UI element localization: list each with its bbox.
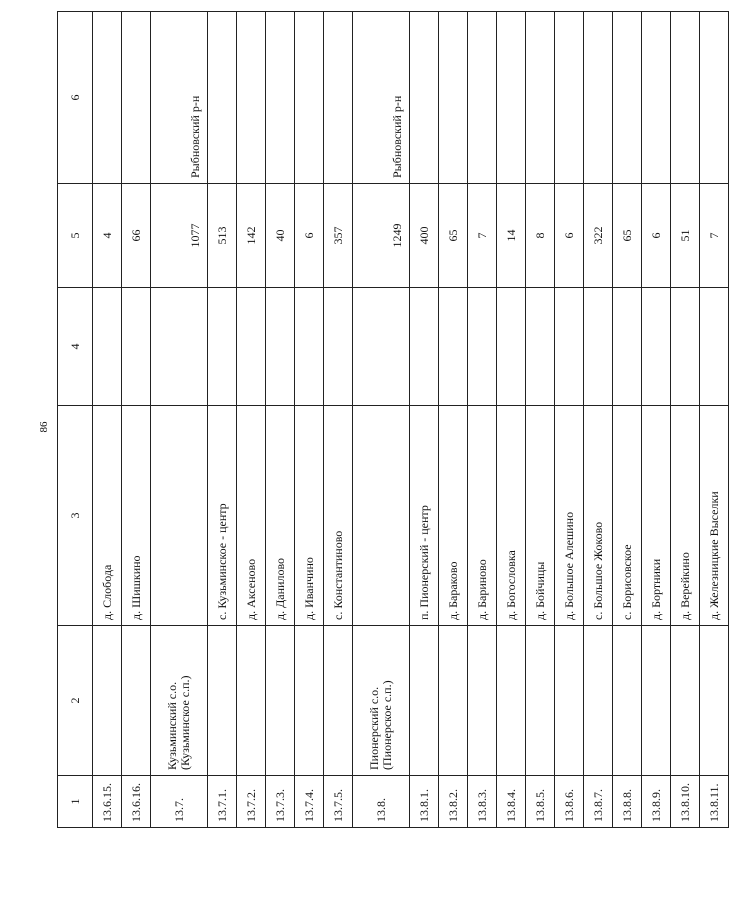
- table-cell-c1: 13.7.5.: [324, 776, 353, 828]
- table-cell-c1: 13.8.5.: [526, 776, 555, 828]
- table-row: [468, 12, 497, 828]
- header-cell: 3: [58, 406, 93, 626]
- table-cell-c1: 13.8.1.: [410, 776, 439, 828]
- table-cell-c3: [353, 406, 410, 626]
- table-row: [151, 12, 208, 828]
- table-cell-c1: 13.6.16.: [122, 776, 151, 828]
- table-cell-c4: [497, 288, 526, 406]
- table-cell-c6: [295, 12, 324, 184]
- header-cell: 4: [58, 288, 93, 406]
- table-cell-c2: Пионерский с.о. (Пионерское с.п.): [353, 626, 410, 776]
- table-cell-c2: [642, 626, 671, 776]
- table-cell-c4: [151, 288, 208, 406]
- table-cell-c4: [555, 288, 584, 406]
- table-cell-c6: [584, 12, 613, 184]
- table-cell-c5: 513: [208, 184, 237, 288]
- table-cell-c4: [700, 288, 729, 406]
- table-cell-c1: 13.7.4.: [295, 776, 324, 828]
- table-cell-c3: д. Слобода: [93, 406, 122, 626]
- table-cell-c4: [410, 288, 439, 406]
- table-cell-c6: [468, 12, 497, 184]
- table-cell-c6: [497, 12, 526, 184]
- table-cell-c5: 65: [439, 184, 468, 288]
- table-cell-c1: 13.7.1.: [208, 776, 237, 828]
- table-row: [410, 12, 439, 828]
- table-cell-c6: Рыбновский р-н: [353, 12, 410, 184]
- table-cell-c5: 4: [93, 184, 122, 288]
- table-row: [497, 12, 526, 828]
- table-row: [266, 12, 295, 828]
- table-cell-c6: [93, 12, 122, 184]
- table-row: [700, 12, 729, 828]
- table-cell-c2: [410, 626, 439, 776]
- table-cell-c1: 13.8.9.: [642, 776, 671, 828]
- table-cell-c4: [526, 288, 555, 406]
- table-cell-c6: [439, 12, 468, 184]
- table-row: [353, 12, 410, 828]
- header-cell: 1: [58, 776, 93, 828]
- table-cell-c4: [439, 288, 468, 406]
- table-row: [642, 12, 671, 828]
- table-cell-c5: 65: [613, 184, 642, 288]
- page-number: 86: [38, 421, 50, 433]
- table-row: [208, 12, 237, 828]
- table-cell-c5: 66: [122, 184, 151, 288]
- table-row: [295, 12, 324, 828]
- table-row: [122, 12, 151, 828]
- settlements-table: [57, 11, 729, 828]
- table-cell-c3: д. Шишкино: [122, 406, 151, 626]
- table-cell-c3: д. Бортники: [642, 406, 671, 626]
- table-cell-c1: 13.8.11.: [700, 776, 729, 828]
- table-cell-c3: с. Кузьминское - центр: [208, 406, 237, 626]
- table-cell-c1: 13.8.6.: [555, 776, 584, 828]
- table-cell-c2: [700, 626, 729, 776]
- table-cell-c1: 13.7.2.: [237, 776, 266, 828]
- table-cell-c4: [122, 288, 151, 406]
- table-cell-c2: [468, 626, 497, 776]
- table-cell-c3: д. Железницкие Выселки: [700, 406, 729, 626]
- table-cell-c4: [613, 288, 642, 406]
- table-cell-c6: [642, 12, 671, 184]
- table-cell-c2: [208, 626, 237, 776]
- table-cell-c6: [613, 12, 642, 184]
- table-cell-c4: [584, 288, 613, 406]
- rotated-table-container: [57, 12, 721, 828]
- table-cell-c5: 8: [526, 184, 555, 288]
- table-cell-c6: [324, 12, 353, 184]
- table-cell-c3: д. Аксеново: [237, 406, 266, 626]
- table-cell-c3: с. Большое Жоково: [584, 406, 613, 626]
- table-cell-c4: [353, 288, 410, 406]
- table-cell-c1: 13.8.2.: [439, 776, 468, 828]
- table-cell-c3: д. Верейкино: [671, 406, 700, 626]
- header-row: [58, 12, 93, 828]
- table-row: [555, 12, 584, 828]
- table-row: [671, 12, 700, 828]
- table-cell-c6: [266, 12, 295, 184]
- table-cell-c5: 6: [642, 184, 671, 288]
- table-cell-c2: [526, 626, 555, 776]
- table-row: [237, 12, 266, 828]
- table-cell-c6: [671, 12, 700, 184]
- table-cell-c2: [671, 626, 700, 776]
- table-cell-c6: [237, 12, 266, 184]
- table-cell-c1: 13.7.3.: [266, 776, 295, 828]
- table-row: [584, 12, 613, 828]
- table-cell-c1: 13.7.: [151, 776, 208, 828]
- table-cell-c4: [671, 288, 700, 406]
- table-cell-c5: 322: [584, 184, 613, 288]
- table-cell-c2: [613, 626, 642, 776]
- table-cell-c2: [122, 626, 151, 776]
- table-cell-c2: [295, 626, 324, 776]
- table-cell-c1: 13.8.10.: [671, 776, 700, 828]
- table-cell-c5: 40: [266, 184, 295, 288]
- table-cell-c2: [439, 626, 468, 776]
- table-cell-c5: 1249: [353, 184, 410, 288]
- table-cell-c5: 6: [295, 184, 324, 288]
- table-cell-c3: с. Константиново: [324, 406, 353, 626]
- table-cell-c4: [237, 288, 266, 406]
- table-cell-c6: [208, 12, 237, 184]
- table-cell-c2: [584, 626, 613, 776]
- table-cell-c3: с. Борисовское: [613, 406, 642, 626]
- table-cell-c1: 13.8.: [353, 776, 410, 828]
- table-cell-c6: [122, 12, 151, 184]
- table-cell-c5: 6: [555, 184, 584, 288]
- table-cell-c3: д. Бараково: [439, 406, 468, 626]
- table-cell-c3: д. Богословка: [497, 406, 526, 626]
- table-cell-c5: 51: [671, 184, 700, 288]
- table-cell-c3: п. Пионерский - центр: [410, 406, 439, 626]
- table-row: [613, 12, 642, 828]
- table-cell-c4: [642, 288, 671, 406]
- table-cell-c2: [93, 626, 122, 776]
- table-cell-c3: д. Бойчицы: [526, 406, 555, 626]
- table-cell-c3: д. Данилово: [266, 406, 295, 626]
- table-cell-c5: 400: [410, 184, 439, 288]
- table-cell-c6: [700, 12, 729, 184]
- table-cell-c2: [555, 626, 584, 776]
- table-cell-c5: 7: [700, 184, 729, 288]
- table-cell-c2: [324, 626, 353, 776]
- table-cell-c2: [497, 626, 526, 776]
- table-cell-c5: 14: [497, 184, 526, 288]
- table-cell-c6: Рыбновский р-н: [151, 12, 208, 184]
- table-row: [93, 12, 122, 828]
- table-cell-c2: Кузьминский с.о. (Кузьминское с.п.): [151, 626, 208, 776]
- table-cell-c3: [151, 406, 208, 626]
- table-cell-c5: 142: [237, 184, 266, 288]
- table-cell-c4: [93, 288, 122, 406]
- table-cell-c5: 357: [324, 184, 353, 288]
- table-cell-c3: д. Иванчино: [295, 406, 324, 626]
- table-cell-c4: [295, 288, 324, 406]
- table-cell-c1: 13.8.8.: [613, 776, 642, 828]
- table-cell-c2: [266, 626, 295, 776]
- table-cell-c6: [410, 12, 439, 184]
- table-cell-c1: 13.8.4.: [497, 776, 526, 828]
- header-cell: 6: [58, 12, 93, 184]
- table-cell-c1: 13.8.3.: [468, 776, 497, 828]
- table-row: [439, 12, 468, 828]
- table-cell-c6: [555, 12, 584, 184]
- header-cell: 5: [58, 184, 93, 288]
- table-row: [526, 12, 555, 828]
- table-cell-c6: [526, 12, 555, 184]
- table-cell-c1: 13.8.7.: [584, 776, 613, 828]
- table-cell-c5: 1077: [151, 184, 208, 288]
- table-cell-c4: [468, 288, 497, 406]
- header-cell: 2: [58, 626, 93, 776]
- table-cell-c4: [324, 288, 353, 406]
- table-cell-c4: [208, 288, 237, 406]
- table-row: [324, 12, 353, 828]
- table-cell-c1: 13.6.15.: [93, 776, 122, 828]
- table-cell-c3: д. Бариново: [468, 406, 497, 626]
- table-cell-c5: 7: [468, 184, 497, 288]
- table-cell-c4: [266, 288, 295, 406]
- table-cell-c3: д. Большое Алешино: [555, 406, 584, 626]
- table-cell-c2: [237, 626, 266, 776]
